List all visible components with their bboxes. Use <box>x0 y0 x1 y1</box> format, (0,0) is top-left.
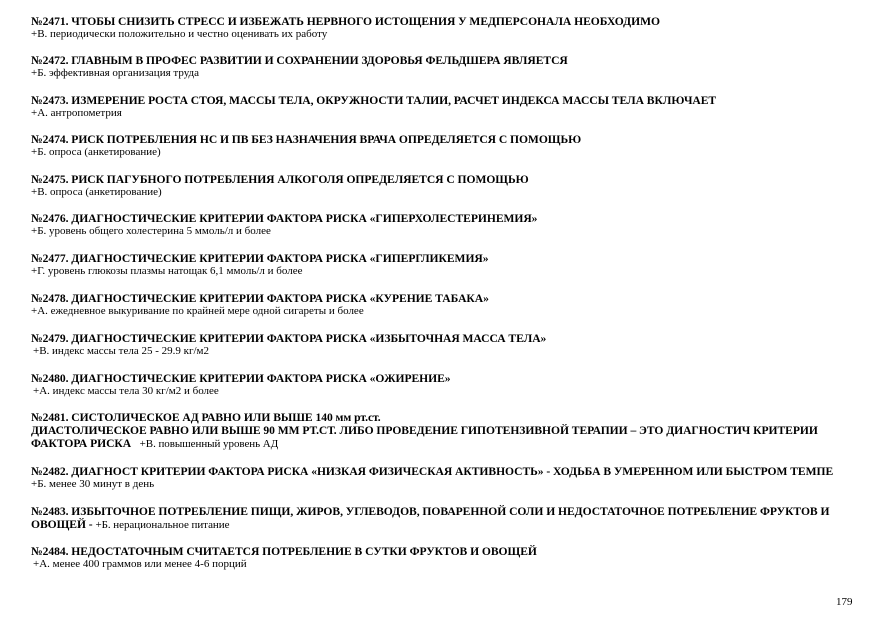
question-2484 <box>31 545 846 571</box>
answer-text: +А. индекс массы тела 30 кг/м2 и более <box>33 385 219 397</box>
question-text: №2473. ИЗМЕРЕНИЕ РОСТА СТОЯ, МАССЫ ТЕЛА, ОКРУЖНОСТИ ТАЛИИ, РАСЧЕТ ИНДЕКСА МАССЫ ТЕЛА ВКЛЮЧАЕТ <box>31 94 717 107</box>
question-text: №2472. ГЛАВНЫМ В ПРОФЕС РАЗВИТИИ И СОХРАНЕНИИ ЗДОРОВЬЯ ФЕЛЬДШЕРА ЯВЛЯЕТСЯ <box>31 54 568 67</box>
answer-text: +Г. уровень глюкозы плазмы натощак 6,1 ммоль/л и более <box>31 265 303 277</box>
question-2481 <box>31 411 846 451</box>
question-2479 <box>31 332 846 358</box>
question-2472 <box>31 54 846 80</box>
question-text: №2471. ЧТОБЫ СНИЗИТЬ СТРЕСС И ИЗБЕЖАТЬ НЕРВНОГО ИСТОЩЕНИЯ У МЕДПЕРСОНАЛА НЕОБХОДИМО <box>31 15 660 28</box>
question-text-line1: №2481. СИСТОЛИЧЕСКОЕ АД РАВНО ИЛИ ВЫШЕ 140 мм рт.ст. <box>31 411 381 424</box>
question-text: №2480. ДИАГНОСТИЧЕСКИЕ КРИТЕРИИ ФАКТОРА РИСКА «ОЖИРЕНИЕ» <box>31 372 451 385</box>
answer-text: +В. повышенный уровень АД <box>139 438 279 450</box>
question-2480 <box>31 372 846 398</box>
answer-text: +В. опроса (анкетирование) <box>31 186 162 198</box>
question-2478 <box>31 292 846 318</box>
answer-text: +А. ежедневное выкуривание по крайней мере одной сигареты и более <box>31 305 364 317</box>
page-number: 179 <box>836 596 853 608</box>
question-2474 <box>31 133 846 159</box>
answer-text: +А. антропометрия <box>31 107 122 119</box>
question-text: №2479. ДИАГНОСТИЧЕСКИЕ КРИТЕРИИ ФАКТОРА РИСКА «ИЗБЫТОЧНАЯ МАССА ТЕЛА» <box>31 332 547 345</box>
answer-text: +А. менее 400 граммов или менее 4-6 порций <box>33 558 247 570</box>
answer-text: +Б. эффективная организация труда <box>31 67 199 79</box>
question-2483 <box>31 505 846 532</box>
question-2476 <box>31 212 846 238</box>
question-text: №2477. ДИАГНОСТИЧЕСКИЕ КРИТЕРИИ ФАКТОРА РИСКА «ГИПЕРГЛИКЕМИЯ» <box>31 252 489 265</box>
question-text: №2482. ДИАГНОСТ КРИТЕРИИ ФАКТОРА РИСКА «НИЗКАЯ ФИЗИЧЕСКАЯ АКТИВНОСТЬ» - ХОДЬБА В УМЕРЕННОМ ИЛИ БЫСТРОМ ТЕМПЕ <box>31 465 834 478</box>
answer-text: +В. периодически положительно и честно оценивать их работу <box>31 28 328 40</box>
answer-text: +Б. нерациональное питание <box>95 519 230 531</box>
answer-text: +Б. опроса (анкетирование) <box>31 146 161 158</box>
question-text: №2474. РИСК ПОТРЕБЛЕНИЯ НС И ПВ БЕЗ НАЗНАЧЕНИЯ ВРАЧА ОПРЕДЕЛЯЕТСЯ С ПОМОЩЬЮ <box>31 133 582 146</box>
question-text: №2476. ДИАГНОСТИЧЕСКИЕ КРИТЕРИИ ФАКТОРА РИСКА «ГИПЕРХОЛЕСТЕРИНЕМИЯ» <box>31 212 538 225</box>
question-2471 <box>31 15 846 41</box>
question-2475 <box>31 173 846 199</box>
answer-text: +Б. уровень общего холестерина 5 ммоль/л и более <box>31 225 271 237</box>
question-text: №2484. НЕДОСТАТОЧНЫМ СЧИТАЕТСЯ ПОТРЕБЛЕНИЕ В СУТКИ ФРУКТОВ И ОВОЩЕЙ <box>31 545 537 558</box>
answer-text: +Б. менее 30 минут в день <box>31 478 155 490</box>
question-2473 <box>31 94 846 120</box>
question-text-continuation: ДИАСТОЛИЧЕСКОЕ РАВНО ИЛИ ВЫШЕ 90 ММ РТ.СТ. ЛИБО ПРОВЕДЕНИЕ ГИПОТЕНЗИВНОЙ ТЕРАПИИ – ЭТО ДИАГНОСТИЧ КРИТЕРИИ ФАКТОРА РИСКА <box>31 424 818 450</box>
question-text: №2478. ДИАГНОСТИЧЕСКИЕ КРИТЕРИИ ФАКТОРА РИСКА «КУРЕНИЕ ТАБАКА» <box>31 292 489 305</box>
question-2482 <box>31 465 846 491</box>
answer-text: +В. индекс массы тела 25 - 29.9 кг/м2 <box>33 345 210 357</box>
question-2477 <box>31 252 846 278</box>
question-text-line2 <box>31 424 846 451</box>
question-text-block <box>31 505 846 532</box>
question-text: №2475. РИСК ПАГУБНОГО ПОТРЕБЛЕНИЯ АЛКОГОЛЯ ОПРЕДЕЛЯЕТСЯ С ПОМОЩЬЮ <box>31 173 529 186</box>
question-text: №2483. ИЗБЫТОЧНОЕ ПОТРЕБЛЕНИЕ ПИЩИ, ЖИРОВ, УГЛЕВОДОВ, ПОВАРЕННОЙ СОЛИ И НЕДОСТАТОЧНОЕ ПОТРЕБЛЕНИЕ ФРУКТОВ И ОВОЩЕЙ - <box>31 505 830 531</box>
